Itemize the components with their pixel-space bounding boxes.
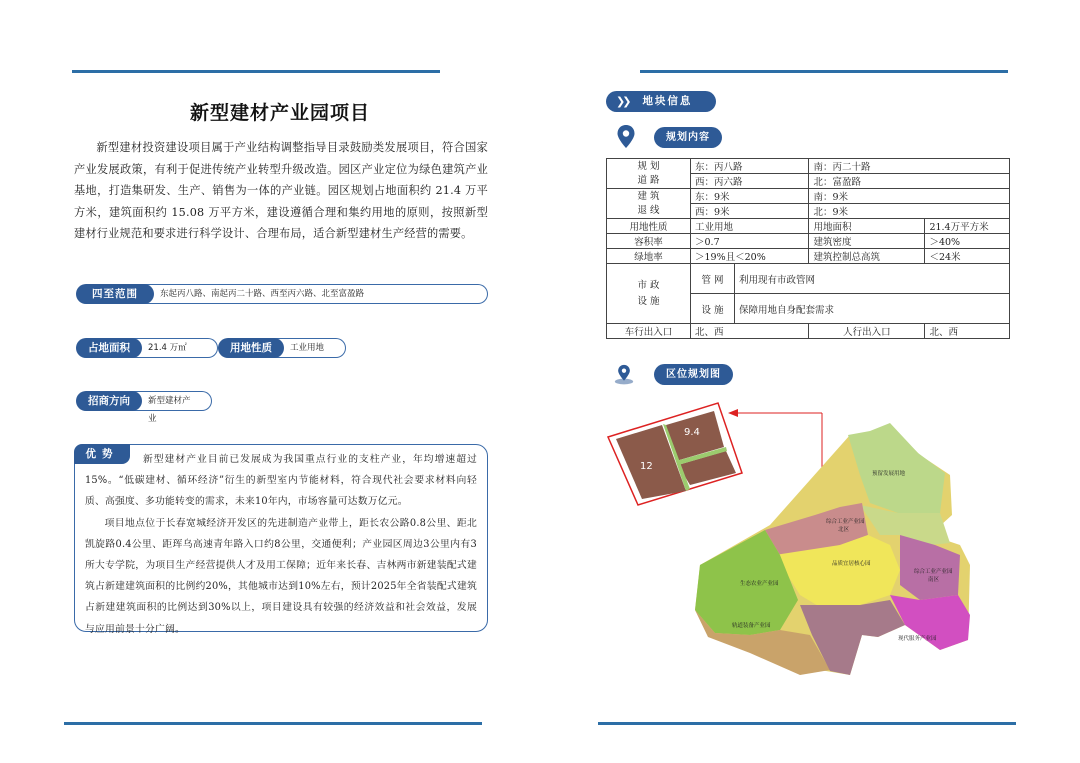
zone-label-south-sub: 南区 (928, 577, 940, 583)
east-road: 东：丙八路 (691, 159, 809, 174)
land-use: 工业用地 (691, 219, 809, 234)
advantage-text (85, 449, 477, 640)
parcel-b-label: 9.4 (684, 427, 700, 438)
location-pin-icon (616, 124, 636, 150)
zone-label-service: 现代服务产业园 (898, 636, 937, 642)
land-area: 21.4万平方米 (925, 219, 1010, 234)
usage-value: 工业用地 (274, 338, 346, 358)
height-value: ＜24米 (925, 249, 1010, 264)
usage-label: 用地性质 (218, 338, 284, 358)
advantage-paragraph-1: 新型建材产业目前已发展成为我国重点行业的支柱产业，年均增速超过15%。“低碳建材、循环经济”衍生的新型室内节能材料，符合现代社会要求材料向轻质、高强度、多功能转变的需求，未来10年内，市场容量可达数万亿元。 (85, 454, 477, 508)
zone-label-south: 综合工业产业园 (914, 569, 953, 575)
invest-value: 新型建材产业 (132, 391, 212, 411)
green-value: ＞19%且＜20% (691, 249, 809, 264)
zone-label-eco: 生态农业产业园 (740, 581, 779, 587)
land-area-label: 用地面积 (809, 219, 925, 234)
advantage-label: 优势 (74, 444, 130, 464)
planning-pill: 规划内容 (654, 127, 722, 148)
south-setback: 南：9米 (809, 189, 1010, 204)
map-pin-icon (614, 361, 634, 387)
scope-label: 四至范围 (76, 284, 154, 304)
pipe-value: 利用现有市政管网 (735, 264, 1010, 294)
zone-label-north-sub: 北区 (838, 527, 850, 533)
road-label: 规 划 道 路 (607, 159, 691, 189)
ped-entrance-label: 人行出入口 (809, 324, 925, 339)
page-title: 新型建材产业园项目 (189, 102, 370, 124)
east-setback: 东：9米 (691, 189, 809, 204)
parcel-inset (608, 403, 742, 505)
ped-entrance: 北、西 (925, 324, 1010, 339)
area-value: 21.4 万㎡ (132, 338, 218, 358)
invest-label: 招商方向 (76, 391, 142, 411)
location-map (600, 395, 980, 685)
location-header (614, 361, 733, 387)
pipe-label: 管 网 (691, 264, 735, 294)
bottom-rule-right (598, 722, 1016, 725)
far-label: 容积率 (607, 234, 691, 249)
car-entrance: 北、西 (691, 324, 809, 339)
location-pill: 区位规划图 (654, 364, 733, 385)
far-value: ＞0.7 (691, 234, 809, 249)
top-rule-left (72, 70, 440, 73)
zone-label-rail: 轨道装备产业园 (732, 623, 771, 629)
planning-header (616, 124, 722, 150)
area-row (76, 338, 218, 358)
advantage-box (74, 444, 488, 635)
section-header (606, 91, 716, 112)
area-label: 占地面积 (76, 338, 142, 358)
invest-row (76, 391, 212, 424)
density-value: ＞40% (925, 234, 1010, 249)
car-entrance-label: 车行出入口 (607, 324, 691, 339)
bottom-rule-left (64, 722, 482, 725)
west-setback: 西：9米 (691, 204, 809, 219)
north-setback: 北：9米 (809, 204, 1010, 219)
facility-label: 设 施 (691, 294, 735, 324)
usage-row (218, 338, 346, 358)
height-label: 建筑控制总高筑 (809, 249, 925, 264)
density-label: 建筑密度 (809, 234, 925, 249)
intro-paragraph: 新型建材投资建设项目属于产业结构调整指导目录鼓励类发展项目，符合国家产业发展政策，有利于促进传统产业转型升级改造。园区产业定位为绿色建筑产业基地，打造集研发、生产、销售为一体的产业链。园区规划占地面积约 21.4 万平方米，建筑面积约 15.08 万平方米，建设遵循合理和集约用地的原则，按照新型建材行业规范和要求进行科学设计、合理布局，适合新型建材生产经营的需要。 (74, 141, 488, 241)
section-title: 地块信息 (642, 95, 693, 107)
scope-row (76, 284, 488, 304)
advantage-paragraph-2: 项目地点位于长春宽城经济开发区的先进制造产业带上，距长农公路0.8公里、距北凯旋路0.4公里、距珲乌高速青年路入口约8公里，交通便利；产业园区周边3公里内有3所大专学院，为项目生产经营提供人才及用工保障；近年来长春、吉林两市新建装配式建筑占新建建筑面积的比例约20%，其他城市达到10%左右，预计2025年全省装配式建筑占新建建筑面积的比例达到30%以上，项目建设具有较强的经济效益和社会效益，发展与应用前景十分广阔。 (85, 517, 477, 635)
green-label: 绿地率 (607, 249, 691, 264)
parcel-a-label: 12 (640, 461, 653, 472)
south-road: 南：丙二十路 (809, 159, 1010, 174)
facility-value: 保障用地自身配套需求 (735, 294, 1010, 324)
planning-table (606, 158, 1010, 339)
muni-label: 市 政 设 施 (607, 264, 691, 324)
pointer-arrow-icon (728, 409, 738, 417)
setback-label: 建 筑 退 线 (607, 189, 691, 219)
land-use-label: 用地性质 (607, 219, 691, 234)
scope-value: 东起丙八路、南起丙二十路、西至丙六路、北至富盈路 (144, 284, 488, 304)
zone-label-north: 综合工业产业园 (826, 519, 865, 525)
zone-label-core: 品质宜居核心园 (832, 561, 871, 567)
top-rule-right (640, 70, 1008, 73)
north-road: 北：富盈路 (809, 174, 1010, 189)
section-pill (606, 91, 716, 112)
west-road: 西：丙六路 (691, 174, 809, 189)
double-chevron-icon: ❯❯ (616, 95, 629, 108)
zone-label-reserve: 预留发展用地 (872, 471, 906, 477)
